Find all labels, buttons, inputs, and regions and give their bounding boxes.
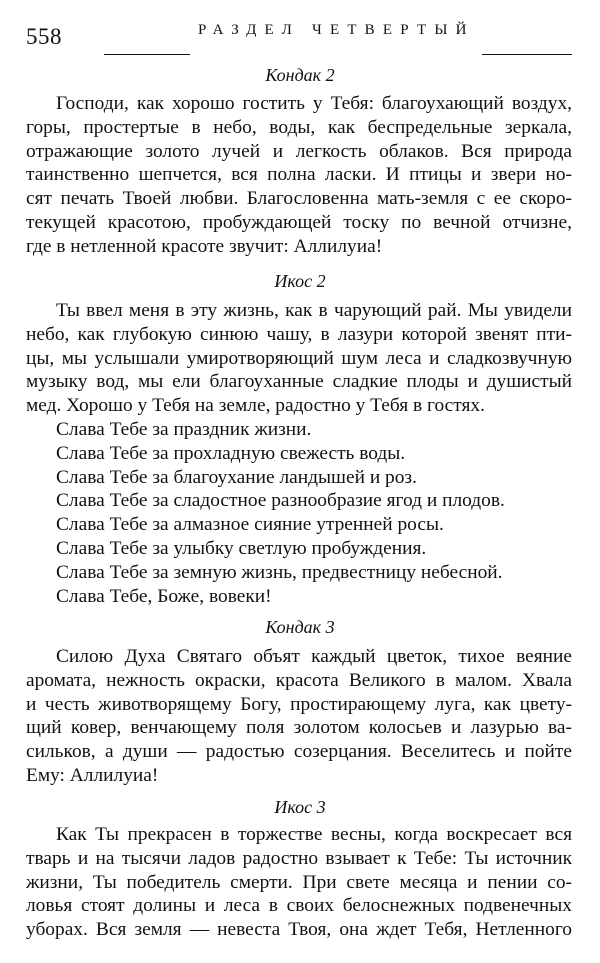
text-line: Как Ты прекрасен в торжестве весны, когда воскресает вся [56,824,572,845]
text-line: сят печать Твоей любви. Благословенна мать-земля с ее скоро- [26,188,572,210]
header-rule-left [104,54,190,55]
text-line: жизни, Ты победитель смерти. При свете месяца и пении со- [26,871,572,893]
litany-line: Слава Тебе за земную жизнь, предвестницу небесной. [56,561,503,583]
litany-line: Слава Тебе за благоухание ландышей и роз. [56,466,417,488]
text-line: Ему: Аллилуиа! [26,764,159,786]
text-line: цы, мы услышали умиротворяющий шум леса и сладкозвучную [26,347,572,369]
ikos-2-text [26,299,572,418]
text-line: щий ковер, венчающему поля золотом колосьев и лазурью ва- [26,717,572,739]
ikos-3-text [26,823,572,942]
text-line: отражающие золото лучей и легкость облаков. Вся природа [26,140,572,162]
text-line: Господи, как хорошо гостить у Тебя: благоухающий воздух, [56,93,572,114]
kondak-3-text [26,645,572,788]
text-line: Силою Духа Святаго объят каждый цветок, тихое веяние [56,646,572,667]
litany-line: Слава Тебе за прохладную свежесть воды. [56,442,406,464]
text-line: мед. Хорошо у Тебя на земле, радостно у Тебя в гостях. [26,395,485,417]
ikos-2-heading: Икос 2 [274,271,326,291]
text-line: музыку вод, мы ели благоуханные сладкие плоды и душистый [26,371,572,393]
text-line: горы, простертые в небо, воды, как беспредельные зеркала, [26,116,572,138]
text-line: аромата, нежность окраски, красота Великого в малом. Хвала [26,669,572,691]
header-rule-right [482,54,572,55]
litany-line: Слава Тебе за праздник жизни. [56,419,312,440]
section-title: РАЗДЕЛ ЧЕТВЕРТЫЙ [198,22,475,38]
page-number: 558 [26,24,62,49]
text-line: Ты ввел меня в эту жизнь, как в чарующий рай. Мы увидели [56,300,572,321]
ikos-2-litany [56,418,576,608]
text-line: тварь и на тысячи ладов радостно взывает к Тебе: Ты источник [26,847,572,869]
kondak-2-heading: Кондак 2 [265,65,335,85]
text-line: сильков, а души — радостью созерцания. Веселитесь и пойте [26,741,572,763]
text-line: уборах. Вся земля — невеста Твоя, она ждет Тебя, Нетленного [26,919,572,941]
text-line: небо, как глубокую синюю чашу, в лазури которой звенят пти- [26,323,572,345]
litany-line: Слава Тебе за улыбку светлую пробуждения. [56,537,427,559]
ikos-3-heading: Икос 3 [274,797,326,817]
text-line: ловья стоят долины и леса в своих белоснежных подвенечных [26,895,572,917]
litany-line: Слава Тебе, Боже, вовеки! [56,585,272,607]
running-header [26,18,572,58]
text-line: текущей красотою, пробуждающей тоску по вечной отчизне, [26,211,572,233]
text-line: где в нетленной красоте звучит: Аллилуиа! [26,235,383,257]
text-line: таинственно шепчется, вся полна ласки. И птицы и звери но- [26,164,572,186]
text-line: и честь животворящему Богу, простирающему луга, как цвету- [26,693,572,715]
litany-line: Слава Тебе за алмазное сияние утренней росы. [56,514,444,536]
kondak-2-text [26,92,572,259]
litany-line: Слава Тебе за сладостное разнообразие ягод и плодов. [56,490,505,512]
kondak-3-heading: Кондак 3 [265,617,335,637]
